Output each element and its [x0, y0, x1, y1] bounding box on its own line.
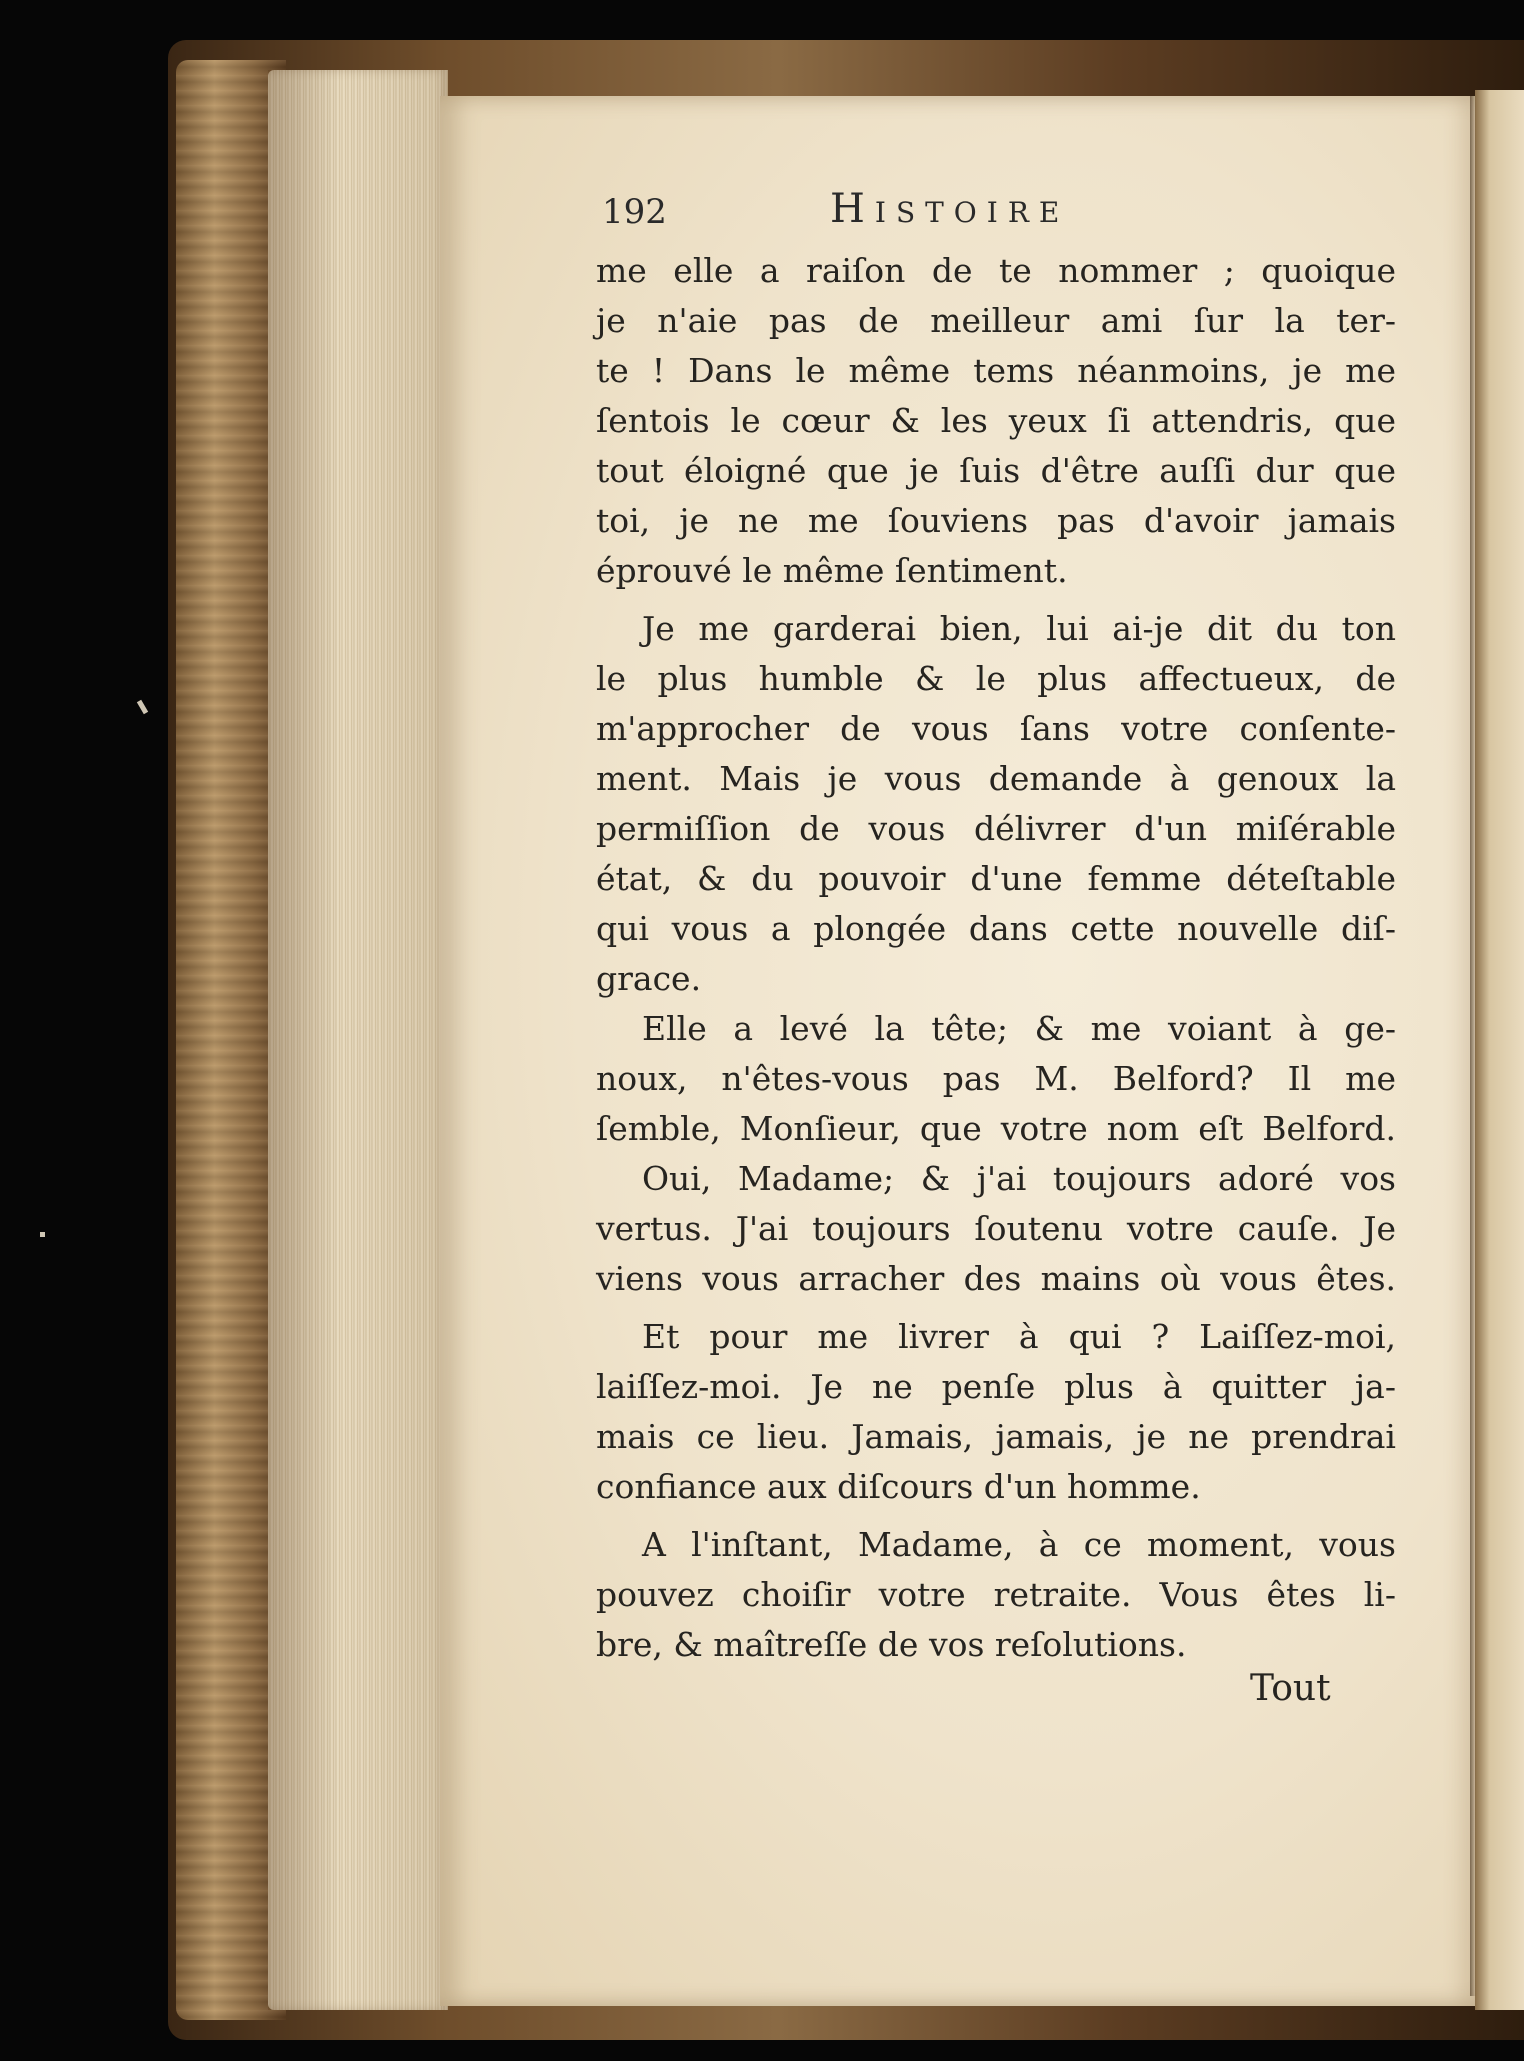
body-text	[596, 246, 1396, 1670]
text-line: grace.	[596, 959, 702, 998]
text-line: ſemble, Monſieur, que votre nom eſt Belford.	[596, 1109, 1396, 1148]
page-edges-shadow	[268, 70, 448, 2010]
text-line: me elle a raiſon de te nommer ; quoique	[596, 251, 1396, 290]
text-line: vertus. J'ai toujours ſoutenu votre cauſe. Je	[596, 1209, 1396, 1248]
stray-mark	[40, 1232, 45, 1237]
text-line: noux, n'êtes-vous pas M. Belford? Il me	[596, 1059, 1396, 1098]
text-line: Elle a levé la tête; & me voiant à ge-	[642, 1009, 1396, 1048]
catchword: Tout	[1250, 1668, 1331, 1709]
text-line: laiſſez-moi. Je ne penſe plus à quitter ja-	[596, 1367, 1396, 1406]
text-line: permiſſion de vous délivrer d'un miſérable	[596, 809, 1396, 848]
text-line: bre, & maîtreſſe de vos reſolutions.	[596, 1625, 1187, 1664]
text-line: pouvez choiſir votre retraite. Vous êtes li-	[596, 1575, 1396, 1614]
text-line: Je me garderai bien, lui ai-je dit du ton	[642, 609, 1396, 648]
text-line: état, & du pouvoir d'une femme déteſtable	[596, 859, 1396, 898]
text-line: le plus humble & le plus affectueux, de	[596, 659, 1396, 698]
text-line: éprouvé le même ſentiment.	[596, 551, 1068, 590]
facing-page-edge	[1475, 90, 1524, 2010]
text-line: m'approcher de vous ſans votre conſente-	[596, 709, 1396, 748]
text-line: toi, je ne me ſouviens pas d'avoir jamais	[596, 501, 1396, 540]
text-line: mais ce lieu. Jamais, jamais, je ne prendrai	[596, 1417, 1396, 1456]
text-line: viens vous arracher des mains où vous êtes.	[596, 1259, 1396, 1298]
text-line: confiance aux diſcours d'un homme.	[596, 1467, 1201, 1506]
text-line: tout éloigné que je ſuis d'être auſſi dur que	[596, 451, 1396, 490]
text-line: te ! Dans le même tems néanmoins, je me	[596, 351, 1396, 390]
running-head: Histoire	[830, 186, 1070, 232]
text-line: ment. Mais je vous demande à genoux la	[596, 759, 1396, 798]
stray-mark	[137, 700, 148, 715]
text-line: A l'inſtant, Madame, à ce moment, vous	[642, 1525, 1396, 1564]
gutter-shadow	[1470, 96, 1476, 1996]
book-page	[440, 96, 1475, 2006]
text-line: ſentois le cœur & les yeux ſi attendris, que	[596, 401, 1396, 440]
text-line: Oui, Madame; & j'ai toujours adoré vos	[642, 1159, 1396, 1198]
text-line: Et pour me livrer à qui ? Laiſſez-moi,	[642, 1317, 1396, 1356]
text-line: qui vous a plongée dans cette nouvelle diſ-	[596, 909, 1396, 948]
page-number: 192	[602, 192, 667, 232]
text-line: je n'aie pas de meilleur ami ſur la ter-	[596, 301, 1396, 340]
